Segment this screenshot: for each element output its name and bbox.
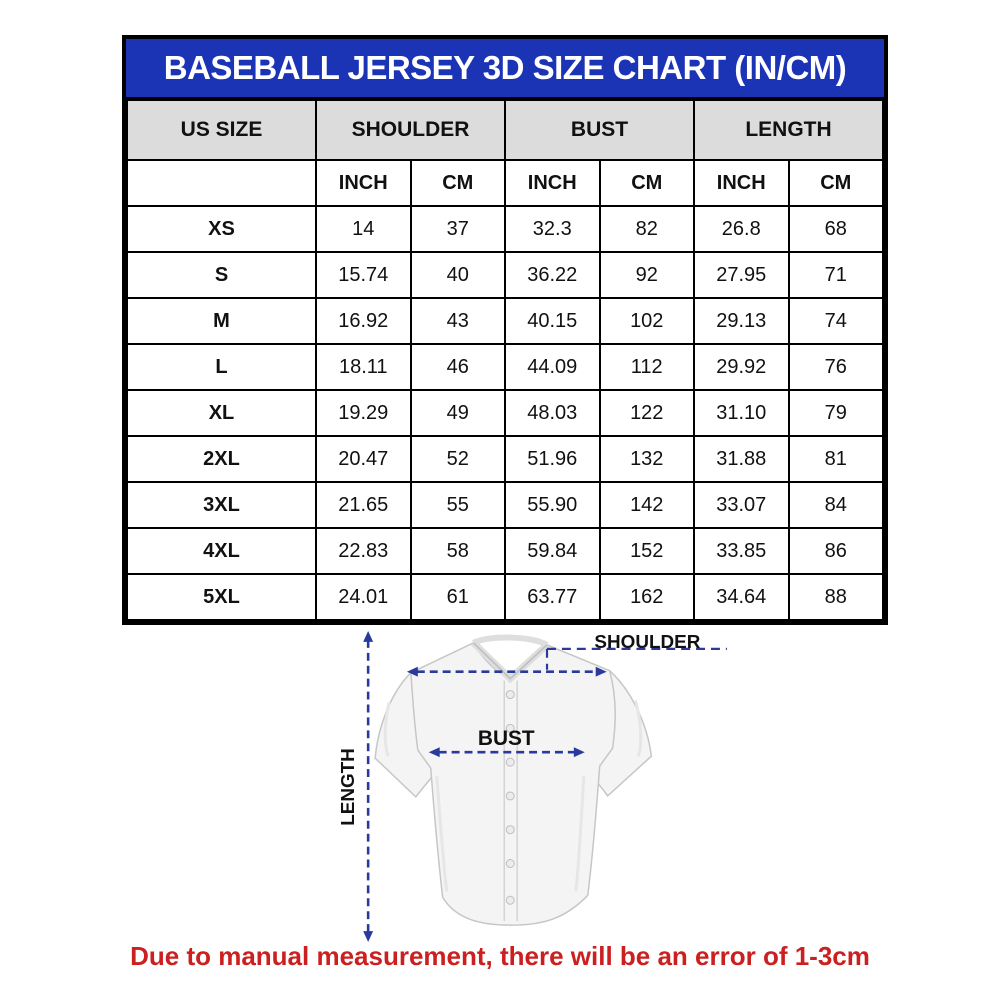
table-row-xs bbox=[127, 206, 883, 252]
table-row-s bbox=[127, 252, 883, 298]
table-cell: 152 bbox=[600, 528, 695, 574]
unit-header: CM bbox=[789, 160, 884, 206]
unit-header-row bbox=[127, 160, 883, 206]
table-cell: 52 bbox=[411, 436, 506, 482]
table-cell: 86 bbox=[789, 528, 884, 574]
column-header-shoulder: SHOULDER bbox=[316, 100, 505, 160]
table-cell: 32.3 bbox=[505, 206, 600, 252]
table-cell: 55 bbox=[411, 482, 506, 528]
table-cell: 122 bbox=[600, 390, 695, 436]
unit-header: INCH bbox=[694, 160, 789, 206]
table-cell: 81 bbox=[789, 436, 884, 482]
table-cell: 162 bbox=[600, 574, 695, 620]
table-cell: 33.85 bbox=[694, 528, 789, 574]
table-cell: 15.74 bbox=[316, 252, 411, 298]
group-header-row bbox=[127, 100, 883, 160]
table-cell: 31.10 bbox=[694, 390, 789, 436]
chart-title: BASEBALL JERSEY 3D SIZE CHART (IN/CM) bbox=[126, 39, 884, 99]
table-cell: 27.95 bbox=[694, 252, 789, 298]
jersey-illustration bbox=[375, 637, 651, 925]
table-cell: 40 bbox=[411, 252, 506, 298]
table-cell: 55.90 bbox=[505, 482, 600, 528]
table-row-xl bbox=[127, 390, 883, 436]
unit-header: INCH bbox=[505, 160, 600, 206]
table-cell: 36.22 bbox=[505, 252, 600, 298]
table-cell: 22.83 bbox=[316, 528, 411, 574]
shoulder-label: SHOULDER bbox=[594, 631, 701, 653]
table-cell: 132 bbox=[600, 436, 695, 482]
table-cell: 142 bbox=[600, 482, 695, 528]
table-cell: 21.65 bbox=[316, 482, 411, 528]
size-chart-panel bbox=[122, 35, 888, 625]
table-cell: 68 bbox=[789, 206, 884, 252]
length-label: LENGTH bbox=[338, 748, 360, 826]
table-cell: 88 bbox=[789, 574, 884, 620]
table-cell: 18.11 bbox=[316, 344, 411, 390]
table-cell: 59.84 bbox=[505, 528, 600, 574]
unit-header: CM bbox=[600, 160, 695, 206]
table-cell: 24.01 bbox=[316, 574, 411, 620]
table-cell: 92 bbox=[600, 252, 695, 298]
table-cell: 58 bbox=[411, 528, 506, 574]
table-row-l bbox=[127, 344, 883, 390]
table-cell: 63.77 bbox=[505, 574, 600, 620]
table-cell: 71 bbox=[789, 252, 884, 298]
size-label: XL bbox=[127, 390, 316, 436]
column-header-length: LENGTH bbox=[694, 100, 883, 160]
column-header-bust: BUST bbox=[505, 100, 694, 160]
table-cell: 112 bbox=[600, 344, 695, 390]
table-cell: 33.07 bbox=[694, 482, 789, 528]
unit-header: INCH bbox=[316, 160, 411, 206]
table-cell: 26.8 bbox=[694, 206, 789, 252]
size-label: 5XL bbox=[127, 574, 316, 620]
table-row-2xl bbox=[127, 436, 883, 482]
table-row-m bbox=[127, 298, 883, 344]
size-label: 2XL bbox=[127, 436, 316, 482]
table-cell: 61 bbox=[411, 574, 506, 620]
table-cell: 29.13 bbox=[694, 298, 789, 344]
table-cell: 82 bbox=[600, 206, 695, 252]
table-cell: 51.96 bbox=[505, 436, 600, 482]
table-row-4xl bbox=[127, 528, 883, 574]
size-label: M bbox=[127, 298, 316, 344]
table-cell: 37 bbox=[411, 206, 506, 252]
table-cell: 19.29 bbox=[316, 390, 411, 436]
table-cell: 84 bbox=[789, 482, 884, 528]
size-label: 4XL bbox=[127, 528, 316, 574]
table-cell: 74 bbox=[789, 298, 884, 344]
table-cell: 46 bbox=[411, 344, 506, 390]
table-row-5xl bbox=[127, 574, 883, 620]
bust-label: BUST bbox=[477, 727, 535, 751]
size-label: 3XL bbox=[127, 482, 316, 528]
table-cell: 102 bbox=[600, 298, 695, 344]
unit-header: CM bbox=[411, 160, 506, 206]
table-cell: 49 bbox=[411, 390, 506, 436]
table-cell: 79 bbox=[789, 390, 884, 436]
table-cell: 20.47 bbox=[316, 436, 411, 482]
length-arrow bbox=[363, 631, 373, 942]
table-cell: 31.88 bbox=[694, 436, 789, 482]
table-row-3xl bbox=[127, 482, 883, 528]
table-cell: 34.64 bbox=[694, 574, 789, 620]
table-cell: 16.92 bbox=[316, 298, 411, 344]
size-table bbox=[126, 99, 884, 621]
jersey-measurement-diagram bbox=[330, 625, 770, 943]
column-header-us-size: US SIZE bbox=[127, 100, 316, 160]
table-cell: 40.15 bbox=[505, 298, 600, 344]
table-cell: 44.09 bbox=[505, 344, 600, 390]
size-label: L bbox=[127, 344, 316, 390]
size-label: XS bbox=[127, 206, 316, 252]
unit-header-empty bbox=[127, 160, 316, 206]
table-cell: 76 bbox=[789, 344, 884, 390]
table-cell: 29.92 bbox=[694, 344, 789, 390]
measurement-error-note: Due to manual measurement, there will be an error of 1-3cm bbox=[130, 941, 870, 971]
table-cell: 48.03 bbox=[505, 390, 600, 436]
table-cell: 43 bbox=[411, 298, 506, 344]
size-label: S bbox=[127, 252, 316, 298]
table-cell: 14 bbox=[316, 206, 411, 252]
